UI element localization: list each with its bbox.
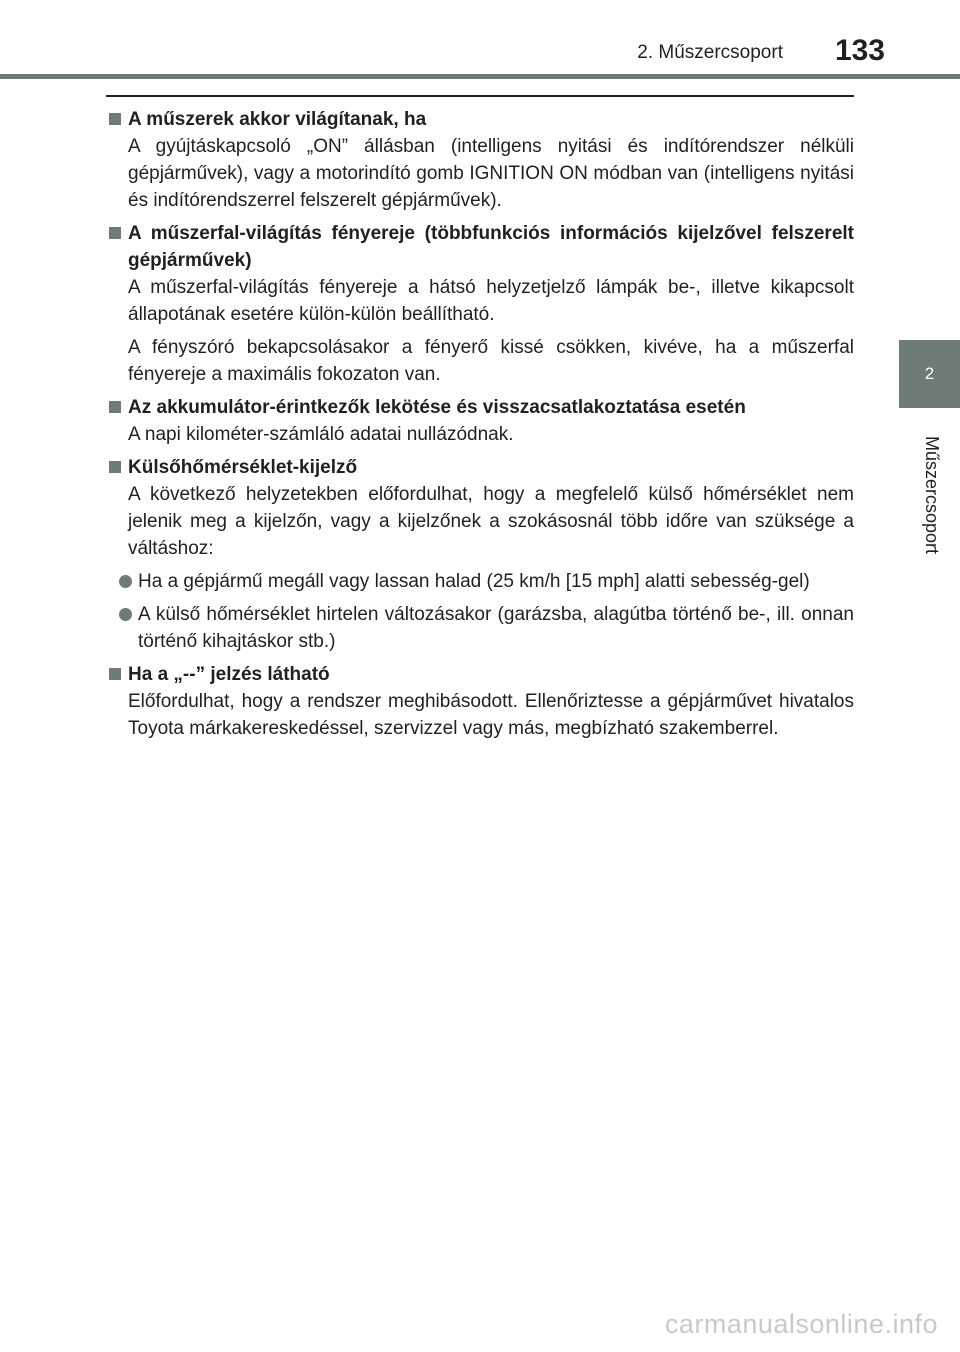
section-heading	[106, 106, 854, 133]
section-heading	[106, 220, 854, 274]
list-item-text: A külső hőmérséklet hirtelen változásakor (garázsba, alagútba történő be-, ill. onnan történő kihajtáskor stb.)	[138, 604, 854, 652]
heading-text: Külsőhőmérséklet-kijelző	[128, 457, 358, 478]
paragraph: A gyújtáskapcsoló „ON” állásban (intelligens nyitási és indítórendszer nélküli gépjárművek), vagy a motorindító gomb IGNITION ON módban van (intelligens nyitási és indítórendszerrel felszerelt gépjárművek).	[128, 136, 854, 211]
section-battery	[106, 394, 854, 448]
watermark: carmanualsonline.info	[664, 1309, 938, 1339]
circle-bullet-icon	[119, 608, 132, 621]
list-item	[106, 568, 854, 595]
section-heading	[106, 454, 854, 481]
list-item-text: Ha a gépjármű megáll vagy lassan halad (25 km/h [15 mph] alatti sebesség-gel)	[138, 571, 810, 592]
paragraph: A fényszóró bekapcsolásakor a fényerő kissé csökken, kivéve, ha a műszerfal fényereje a maximális fokozaton van.	[128, 337, 854, 385]
section-heading	[106, 394, 854, 421]
heading-text: A műszerfal-világítás fényereje (többfunkciós információs kijelzővel felszerelt gépjárművek)	[128, 223, 854, 271]
section-outside-temp	[106, 454, 854, 655]
heading-text: Az akkumulátor-érintkezők lekötése és visszacsatlakoztatása esetén	[128, 397, 746, 418]
section-heading	[106, 661, 854, 688]
chapter-title: 2. Műszercsoport	[637, 42, 783, 63]
header-rule	[0, 74, 960, 79]
side-tab-label	[921, 436, 942, 572]
list-item	[106, 601, 854, 655]
section-lighting	[106, 106, 854, 214]
square-bullet-icon	[109, 461, 121, 473]
square-bullet-icon	[109, 668, 121, 680]
side-tab: 2	[899, 340, 960, 408]
circle-bullet-icon	[119, 575, 132, 588]
square-bullet-icon	[109, 401, 121, 413]
paragraph: A műszerfal-világítás fényereje a hátsó helyzetjelző lámpák be-, illetve kikapcsolt állapotának esetére külön-külön beállítható.	[128, 277, 854, 325]
side-tab-label-text: Műszercsoport	[922, 436, 942, 555]
paragraph: A napi kilométer-számláló adatai nullázódnak.	[128, 424, 514, 445]
page-number: 133	[834, 34, 885, 67]
main-content	[106, 95, 854, 748]
paragraph: A következő helyzetekben előfordulhat, hogy a megfelelő külső hőmérséklet nem jelenik meg a kijelzőn, vagy a kijelzőnek a szokásosnál több időre van szüksége a váltáshoz:	[128, 484, 854, 559]
heading-text: A műszerek akkor világítanak, ha	[128, 109, 427, 130]
heading-text: Ha a „--” jelzés látható	[128, 664, 330, 685]
section-brightness	[106, 220, 854, 388]
square-bullet-icon	[109, 227, 121, 239]
section-dash-display	[106, 661, 854, 742]
square-bullet-icon	[109, 113, 121, 125]
paragraph: Előfordulhat, hogy a rendszer meghibásodott. Ellenőriztesse a gépjárművet hivatalos Toyota márkakereskedéssel, szervizzel vagy más, megbízható szakemberrel.	[128, 691, 854, 739]
